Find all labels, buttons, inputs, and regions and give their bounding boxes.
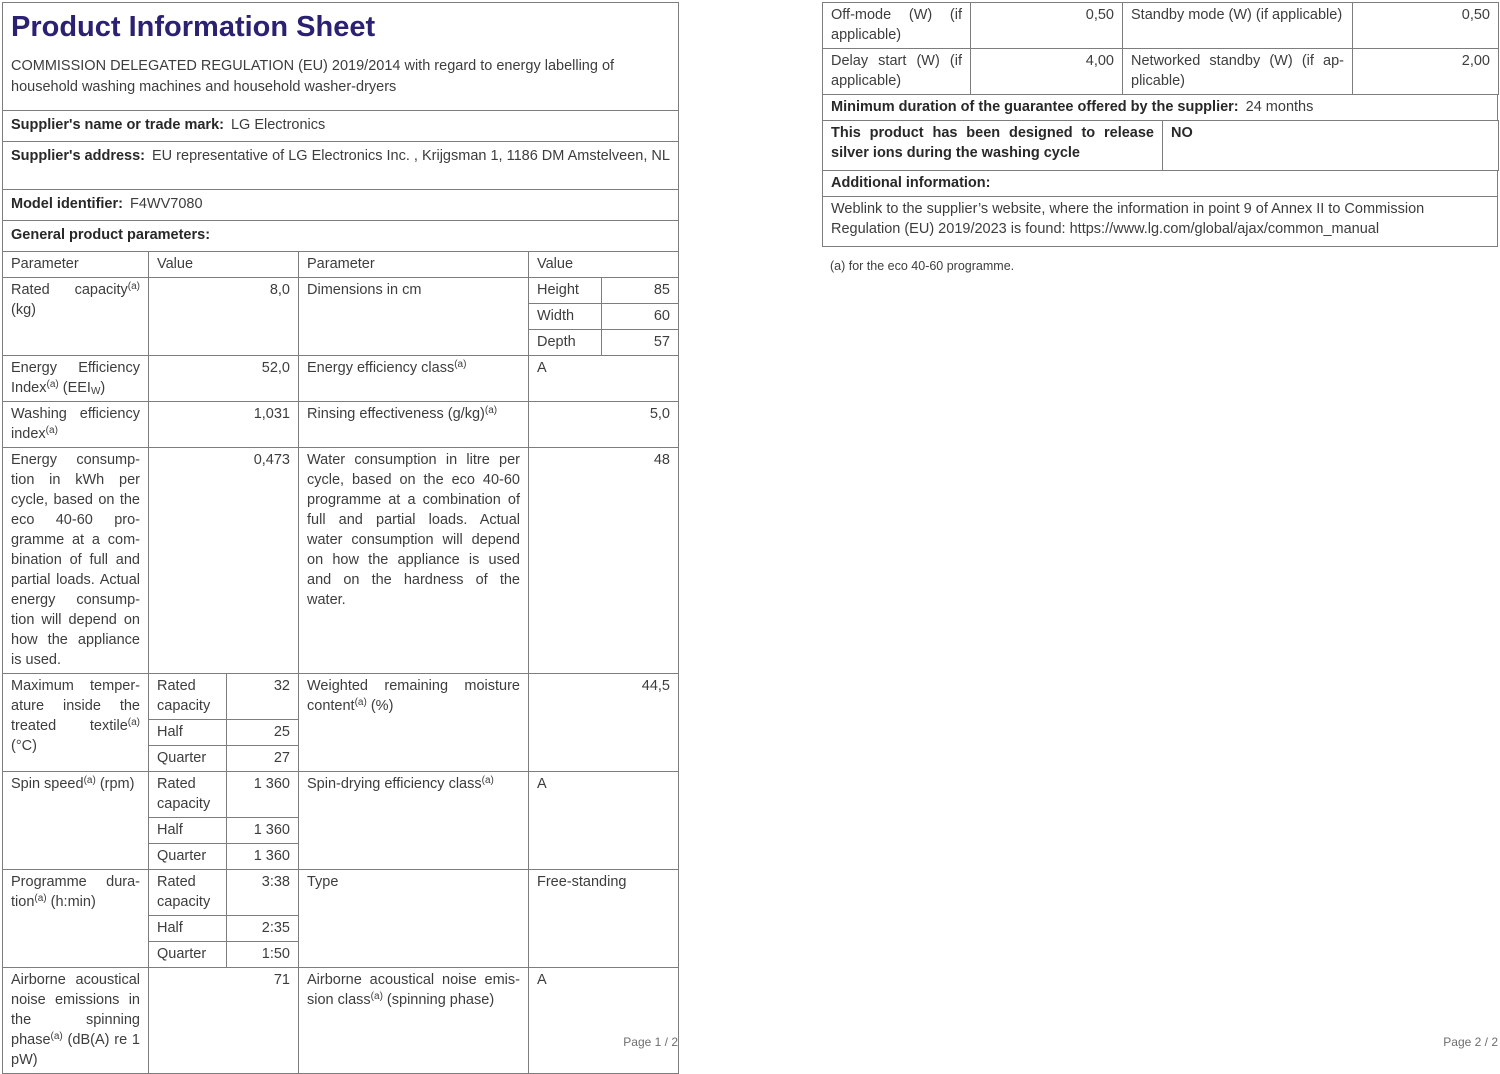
additional-info-table	[822, 170, 1498, 247]
programme-duration-param: Programme duration$^{(a)}$ (h:min)	[3, 870, 149, 968]
spin-speed-subtable-cell	[149, 772, 299, 870]
spin-half-value: 1 360	[226, 818, 298, 844]
table-row	[3, 356, 679, 402]
energy-consumption-value: 0,473	[149, 448, 299, 674]
dimension-depth-label: Depth	[529, 330, 601, 356]
washing-index-value: 1,031	[149, 402, 299, 448]
energy-class-param: Energy efficiency class$^{(a)}$	[299, 356, 529, 402]
supplier-address-row	[3, 142, 679, 190]
header-value-right: Value	[529, 252, 679, 278]
noise-param: Airborne acoustical noise emissions in the spinning phase$^{(a)}$ (dB(A) re 1 pW)	[3, 968, 149, 1074]
footnote-marker: (a)	[50, 1031, 63, 1042]
dimension-width-value: 60	[601, 304, 678, 330]
spin-rated-label: Rated capacity	[157, 776, 211, 812]
spin-class-param: Spin-drying efficiency class$^{(a)}$	[299, 772, 529, 870]
networked-standby-param: Networked standby (W) (if applicable)	[1123, 49, 1353, 95]
moisture-param: Weighted remaining moisture content$^{(a)}$ (%)	[299, 674, 529, 772]
additional-info-heading-row	[823, 171, 1498, 197]
moisture-value: 44,5	[529, 674, 679, 772]
guarantee-table	[822, 94, 1498, 121]
table-row	[3, 674, 679, 772]
guarantee-row	[823, 95, 1498, 121]
max-temperature-subtable-cell	[149, 674, 299, 772]
page-number-1: Page 1 / 2	[623, 1035, 678, 1049]
spin-rated-value: 1 360	[226, 772, 298, 818]
rinsing-value: 5,0	[529, 402, 679, 448]
water-consumption-param: Water consumption in litre per cycle, based on the eco 40-60 programme at a combination of full and partial loads. Actual water consumption will depend on how the appliance is used and on the hardness of the water.	[299, 448, 529, 674]
table-row	[3, 772, 679, 870]
footnote-marker: (a)	[481, 775, 494, 786]
type-value: Free-standing	[529, 870, 679, 968]
page-2	[822, 2, 1498, 1049]
standby-mode-param: Standby mode (W) (if applicable)	[1123, 3, 1353, 49]
footnote-marker: (a)	[127, 281, 140, 292]
header-parameter-left: Parameter	[3, 252, 149, 278]
table-row	[823, 171, 1498, 197]
table-row	[823, 3, 1499, 49]
spin-quarter-value: 1 360	[226, 844, 298, 870]
type-param: Type	[299, 870, 529, 968]
max-temp-quarter-value: 27	[226, 746, 298, 772]
standby-power-table	[822, 2, 1499, 95]
footnote-marker: (a)	[46, 379, 59, 390]
duration-quarter-value: 1:50	[226, 942, 298, 968]
table-row	[3, 278, 679, 356]
duration-half-label: Half	[149, 916, 226, 942]
duration-quarter-label: Quarter	[149, 942, 226, 968]
product-info-sheet-page1	[2, 2, 679, 1074]
noise-class-param: Airborne acoustical noise emission class$^{(a)}$ (spinning phase)	[299, 968, 529, 1074]
header-parameter-right: Parameter	[299, 252, 529, 278]
title-block	[3, 3, 679, 111]
eei-value: 52,0	[149, 356, 299, 402]
dimension-width-label: Width	[529, 304, 601, 330]
silver-ions-table	[822, 120, 1499, 171]
footnote-marker: (a)	[34, 893, 47, 904]
networked-standby-value: 2,00	[1353, 49, 1499, 95]
dimension-height-value: 85	[601, 278, 678, 304]
footnote-marker: (a)	[454, 359, 467, 370]
max-temperature-param: Maximum temperature inside the treated textile$^{(a)}$ (°C)	[3, 674, 149, 772]
guarantee-label: Minimum duration of the guarantee offered by the supplier:	[831, 99, 1239, 115]
dimension-depth-value: 57	[601, 330, 678, 356]
energy-consumption-param: Energy consumption in kWh per cycle, based on the eco 40-60 programme at a combination of full and partial loads. Actual energy consumption will depend on how the appliance is used.	[3, 448, 149, 674]
table-row	[3, 448, 679, 674]
page-title: Product Information Sheet	[11, 11, 376, 43]
footnote-marker: (a)	[370, 991, 383, 1002]
spin-quarter-label: Quarter	[149, 844, 226, 870]
spin-speed-param: Spin speed$^{(a)}$ (rpm)	[3, 772, 149, 870]
dimensions-subtable-cell	[529, 278, 679, 356]
table-row	[823, 121, 1499, 171]
duration-rated-value: 3:38	[226, 870, 298, 916]
standby-mode-value: 0,50	[1353, 3, 1499, 49]
rated-capacity-param: Rated capacity$^{(a)}$ (kg)	[3, 278, 149, 356]
weblink-url[interactable]: https://www.lg.com/global/ajax/common_manual	[1069, 221, 1380, 237]
page-number-2: Page 2 / 2	[1443, 1035, 1498, 1049]
page-1	[2, 2, 678, 1074]
table-row	[823, 49, 1499, 95]
footnote-marker: (a)	[484, 405, 498, 416]
model-identifier-row	[3, 190, 679, 221]
eei-param: Energy Efficiency Index$^{(a)}$ $(EEI_W)$	[3, 356, 149, 402]
silver-ions-param: This product has been designed to release silver ions during the washing cycle	[823, 121, 1163, 171]
footnote-marker: (a)	[354, 697, 367, 708]
supplier-address-label: Supplier's address:	[11, 148, 145, 164]
supplier-name-value: LG Electronics	[230, 117, 326, 133]
delay-start-param: Delay start (W) (if applicable)	[823, 49, 971, 95]
table-row	[823, 95, 1498, 121]
dimension-height-label: Height	[537, 282, 579, 298]
guarantee-value: 24 months	[1245, 99, 1314, 115]
programme-duration-subtable-cell	[149, 870, 299, 968]
max-temp-half-value: 25	[226, 720, 298, 746]
noise-value: 71	[149, 968, 299, 1074]
table-header-row	[3, 252, 679, 278]
footnote-marker: (a)	[127, 717, 140, 728]
table-row	[823, 197, 1498, 247]
table-row	[3, 402, 679, 448]
additional-info-heading: Additional information:	[831, 175, 991, 191]
duration-rated-label: Rated capacity	[157, 874, 211, 910]
max-temp-rated-label: Rated capacity	[157, 678, 211, 714]
header-value-left: Value	[149, 252, 299, 278]
delay-start-value: 4,00	[971, 49, 1123, 95]
footnote-a: (a) for the eco 40-60 programme.	[830, 259, 1015, 273]
off-mode-param: Off-mode (W) (if applicable)	[823, 3, 971, 49]
general-parameters-heading-row	[3, 221, 679, 252]
table-row	[3, 870, 679, 968]
subscript-w: W	[90, 386, 101, 397]
footnote-marker: (a)	[83, 775, 96, 786]
weblink-row	[823, 197, 1498, 247]
supplier-name-label: Supplier's name or trade mark:	[11, 117, 224, 133]
energy-class-value: A	[529, 356, 679, 402]
rated-capacity-value: 8,0	[149, 278, 299, 356]
table-row	[3, 968, 679, 1074]
spin-class-value: A	[529, 772, 679, 870]
off-mode-value: 0,50	[971, 3, 1123, 49]
max-temp-half-label: Half	[149, 720, 226, 746]
model-identifier-value: F4WV7080	[129, 196, 203, 212]
supplier-name-row	[3, 111, 679, 142]
spin-half-label: Half	[149, 818, 226, 844]
duration-half-value: 2:35	[226, 916, 298, 942]
max-temp-rated-value: 32	[226, 674, 298, 720]
noise-class-value: A	[529, 968, 679, 1074]
regulation-text: COMMISSION DELEGATED REGULATION (EU) 2019/2014 with regard to energy labelling of household washing machines and household washer-dryers	[11, 58, 615, 95]
footnote-marker: (a)	[45, 425, 58, 436]
water-consumption-value: 48	[529, 448, 679, 674]
dimensions-param: Dimensions in cm	[299, 278, 529, 356]
rinsing-param: Rinsing effectiveness $(g/kg)^{(a)}$	[299, 402, 529, 448]
supplier-address-value: EU representative of LG Electronics Inc. , Krijgsman 1, 1186 DM Amstelveen, NL	[152, 148, 670, 164]
washing-index-param: Washing efficiency index$^{(a)}$	[3, 402, 149, 448]
model-identifier-label: Model identifier:	[11, 196, 123, 212]
max-temp-quarter-label: Quarter	[149, 746, 226, 772]
silver-ions-value: NO	[1163, 121, 1499, 171]
general-parameters-heading: General product parameters:	[11, 227, 211, 243]
weblink-text: Weblink to the supplier’s website, where the information in point 9 of Annex II to Commission Regulation (EU) 2019/2023 is found:	[831, 201, 1425, 237]
